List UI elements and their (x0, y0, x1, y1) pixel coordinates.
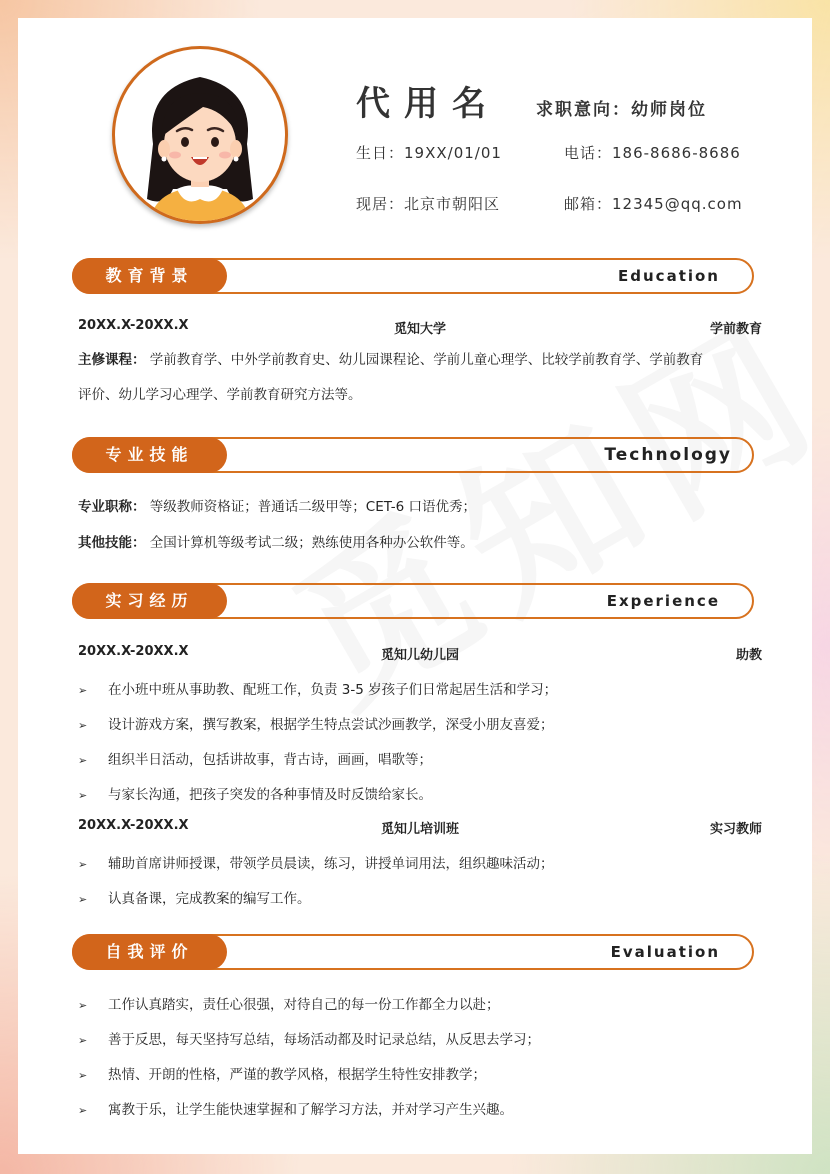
job-role: 助教 (735, 648, 762, 663)
list-item-text: 善于反思，每天坚持写总结，每场活动都及时记录总结，从反思去学习； (108, 1032, 540, 1048)
list-item-text: 在小班中班从事助教、配班工作，负责 3-5 岁孩子们日常起居生活和学习； (108, 682, 558, 698)
candidate-name: 代用名 (356, 84, 500, 124)
skills-other-label: 其他技能： (78, 535, 146, 551)
job-intent: 求职意向：幼师岗位 (536, 100, 707, 120)
section-title: 自我评价 (72, 934, 227, 970)
arrow-bullet-icon: ➢ (78, 684, 88, 697)
avatar (112, 46, 288, 224)
arrow-bullet-icon: ➢ (78, 858, 88, 871)
avatar-illustration (115, 49, 285, 221)
skills-professional-label: 专业职称： (78, 499, 146, 515)
skills-other (78, 526, 764, 561)
job-period: 20XX.X-20XX.X (78, 644, 189, 659)
skills-other-value: 全国计算机等级考试二级；熟练使用各种办公软件等。 (149, 535, 474, 551)
job-org: 觅知儿幼儿园 (380, 648, 459, 663)
arrow-bullet-icon: ➢ (78, 789, 88, 802)
list-item (78, 887, 764, 907)
job-org: 觅知儿培训班 (380, 822, 459, 837)
arrow-bullet-icon: ➢ (78, 719, 88, 732)
list-item-text: 认真备课，完成教案的编写工作。 (108, 891, 311, 907)
section-title: 教育背景 (72, 258, 227, 294)
list-item (78, 783, 764, 803)
arrow-bullet-icon: ➢ (78, 1069, 88, 1082)
section-skills-header (72, 437, 754, 473)
section-title: 专业技能 (72, 437, 227, 473)
section-education-header (72, 258, 754, 294)
courses-line-2: 评价、幼儿学习心理学、学前教育研究方法等。 (78, 387, 362, 403)
job-role: 实习教师 (709, 822, 762, 837)
arrow-bullet-icon: ➢ (78, 754, 88, 767)
courses-line-1 (78, 343, 764, 378)
courses-text-1: 学前教育学、中外学前教育史、幼儿园课程论、学前儿童心理学、比较学前教育学、学前教育 (149, 352, 704, 368)
list-item-text: 热情、开朗的性格，严谨的教学风格，根据学生特性安排教学； (108, 1067, 486, 1083)
birthday: 生日：19XX/01/01 (356, 144, 502, 162)
section-title: 实习经历 (72, 583, 227, 619)
job-period: 20XX.X-20XX.X (78, 818, 189, 833)
list-item (78, 852, 764, 872)
list-item (78, 1098, 764, 1118)
address: 现居：北京市朝阳区 (356, 195, 501, 213)
skills-professional (78, 490, 764, 525)
list-item (78, 993, 764, 1013)
education-school: 觅知大学 (393, 322, 446, 337)
list-item (78, 748, 764, 768)
section-title-en: Evaluation (610, 943, 720, 961)
arrow-bullet-icon: ➢ (78, 893, 88, 906)
phone: 电话：186-8686-8686 (564, 144, 741, 162)
list-item-text: 设计游戏方案，撰写教案，根据学生特点尝试沙画教学，深受小朋友喜爱； (108, 717, 554, 733)
education-period: 20XX.X-20XX.X (78, 318, 189, 333)
list-item (78, 1028, 764, 1048)
courses-label: 主修课程： (78, 352, 146, 368)
section-title-en: Technology (604, 445, 732, 465)
list-item (78, 678, 764, 698)
section-experience-header (72, 583, 754, 619)
section-evaluation-header (72, 934, 754, 970)
list-item (78, 1063, 764, 1083)
arrow-bullet-icon: ➢ (78, 1104, 88, 1117)
section-title-en: Experience (606, 592, 720, 610)
list-item-text: 与家长沟通，把孩子突发的各种事情及时反馈给家长。 (108, 787, 432, 803)
skills-professional-value: 等级教师资格证；普通话二级甲等；CET-6 口语优秀； (149, 499, 477, 515)
list-item-text: 组织半日活动，包括讲故事，背古诗，画画，唱歌等； (108, 752, 432, 768)
section-title-en: Education (618, 267, 720, 285)
list-item-text: 寓教于乐，让学生能快速掌握和了解学习方法，并对学习产生兴趣。 (108, 1102, 513, 1118)
arrow-bullet-icon: ➢ (78, 999, 88, 1012)
list-item (78, 713, 764, 733)
education-major: 学前教育 (709, 322, 762, 337)
list-item-text: 工作认真踏实，责任心很强，对待自己的每一份工作都全力以赴； (108, 997, 500, 1013)
arrow-bullet-icon: ➢ (78, 1034, 88, 1047)
email: 邮箱：12345@qq.com (564, 195, 743, 213)
list-item-text: 辅助首席讲师授课，带领学员晨读，练习，讲授单词用法，组织趣味活动； (108, 856, 554, 872)
